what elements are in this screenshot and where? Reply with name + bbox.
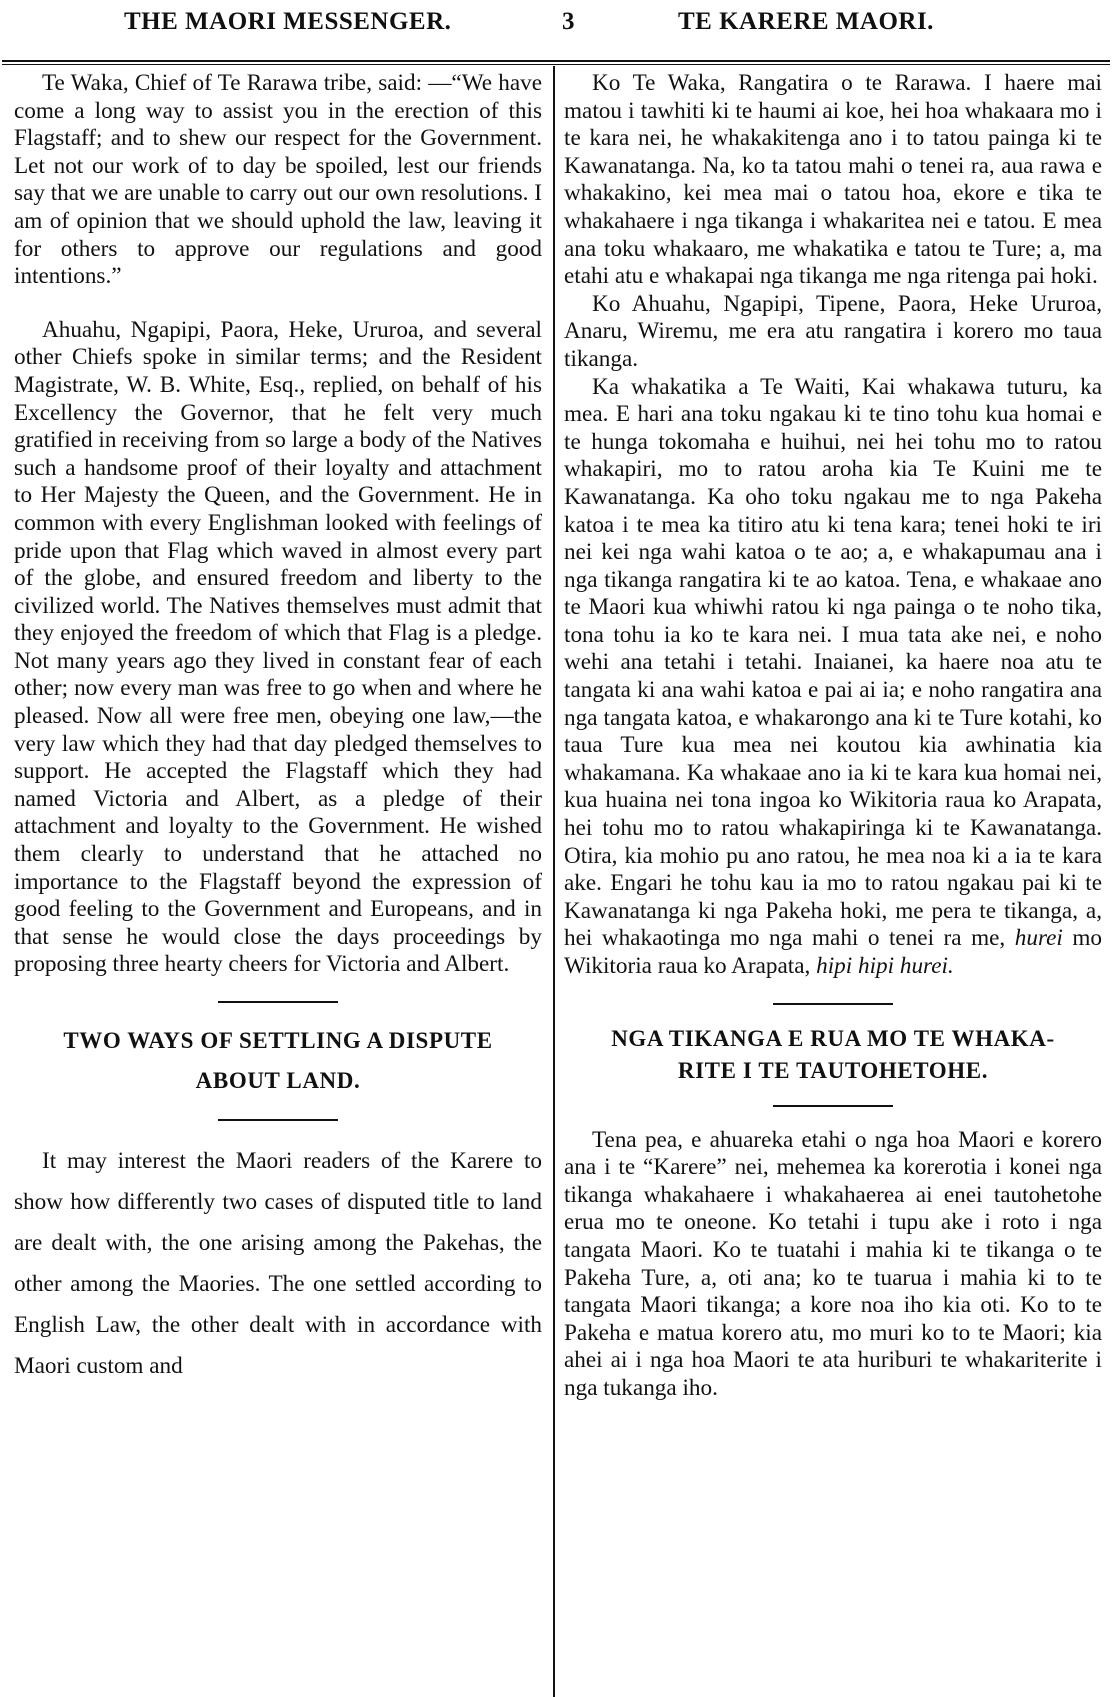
closing-cheer-2: hipi hipi hurei. <box>816 953 954 979</box>
section-title-maori-line-2: RITE I TE TAUTOHETOHE. <box>677 1057 989 1083</box>
ko-ahuahu-paragraph: Ko Ahuahu, Ngapipi, Tipene, Paora, Heke Ururoa, Anaru, Wiremu, me era atu rangatira i korero mo taua tikanga. <box>564 290 1102 372</box>
english-column <box>14 70 542 1387</box>
resident-magistrate-paragraph: Ahuahu, Ngapipi, Paora, Heke, Ururoa, and several other Chiefs spoke in similar terms; and the Resident Magistrate, W. B. White, Esq., replied, on behalf of his Excellency the Governor, that he felt very much gratified in receiving from so large a body of the Natives such a handsome proof of their loyalty and attachment to Her Majesty the Queen, and the Government. He in common with every Englishman looked with feelings of pride upon that Flag which waved in almost every part of the globe, and ensured freedom and liberty to the civilized world. The Natives themselves must admit that they enjoyed the freedom of which that Flag is a pledge. Not many years ago they lived in constant fear of each other; now every man was free to go when and where he pleased. Now all were free men, obeying one law,—the very law which they had that day pledged themselves to support. He accepted the Flagstaff which they had named Victoria and Albert, as a pledge of their attachment and loyalty to the Government. He wished them clearly to understand that he attached no importance to the Flagstaff beyond the expression of good feeling to the Government and Europeans, and in that sense he would close the days proceedings by proposing three hearty cheers for Victoria and Albert. <box>14 316 542 978</box>
maori-column <box>564 70 1102 1403</box>
section-title-line-1: TWO WAYS OF SETTLING A DISPUTE <box>63 1028 493 1053</box>
closing-cheer-1: hurei <box>1014 925 1063 952</box>
section-title-rule-maori <box>773 1105 893 1107</box>
header-maori-title: TE KARERE MAORI. <box>678 8 934 35</box>
column-divider <box>553 66 555 1697</box>
section-title-english <box>14 1021 542 1101</box>
page-header <box>0 6 1114 44</box>
te-waka-paragraph: Te Waka, Chief of Te Rarawa tribe, said: —“We have come a long way to assist you in the erection of this Flagstaff; and to shew our respect for the Government. Let not our work of to day be spoiled, lest our friends say that we are unable to carry out our own resolutions. I am of opinion that we should uphold the law, leaving it for others to approve our regulations and good intentions.” <box>14 70 543 290</box>
section-divider-rule <box>218 1001 338 1003</box>
header-rule-thin <box>2 64 1110 65</box>
ko-te-waka-paragraph: Ko Te Waka, Rangatira o te Rarawa. I haere mai matou i tawhiti ki te haumi ai koe, hei hoa whakaara mo i te kara nei, he whakakitenga ano i to tatou painga ki te Kawanatanga. Na, ko ta tatou mahi o tenei ra, aua rawa e whakakino, kei mea mai o tatou hoa, ekore e tika te whakahaere i nga tikanga i whakaritea nei e tatou. E mea ana toku whakaaro, me whakatika e tatou te Ture; a, ma etahi atu e whakapai nga tikanga me nga ritenga pai hoki. <box>564 70 1102 290</box>
header-english-title: THE MAORI MESSENGER. <box>124 8 452 35</box>
section-title-rule <box>218 1119 338 1121</box>
te-waiti-speech: Ka whakatika a Te Waiti, Kai whakawa tuturu, ka mea. E hari ana toku ngakau ki te tino tohu kua homai e te hunga tokomaha e huihui, nei hei tohu mo to ratou whakapiri, mo to ratou aroha kia Te Kuini me te Kawanatanga. Ka oho toku ngakau me to nga Pakeha katoa i te mea ka titiro atu ki tena kara; tenei hoki te iri nei kei nga wahi katoa o te ao; a, e whakapumau ana i nga tikanga rangatira ki te ao katoa. Tena, e whakaae ano te Maori kua whiwhi ratou ki nga painga o te noho tika, tona tohu ia ko te kara nei. I mua tata ake nei, e noho wehi ana tetahi i tetahi. Inaianei, ka haere noa atu te tangata ki ana wahi katoa e pai ai ia; e noho rangatira ana nga tangata katoa, e whakarongo ana ki te Ture kotahi, ko taua Ture kua mea nei koutou kia awhinatia kia whakamana. Ka whakaae ano ia ki te kara kua homai nei, kua huaina nei tona ingoa ko Wikitoria raua ko Arapata, hei tohu mo to ratou whakapiringa ki te Kawanatanga. Otira, kia mohio pu ano ratou, he mea noa ki a ia te kara ake. Engari he tohu kau ia mo to ratou ngakau pai ki te Kawanatanga ki nga Pakeha hoki, me pera te tikanga, a, hei whakaotinga mo nga mahi o tenei ra me, <box>564 373 1102 952</box>
section-title-maori <box>564 1023 1102 1087</box>
land-dispute-paragraph: It may interest the Maori readers of the Karere to show how differently two cases of disputed title to land are dealt with, the one arising among the Pakehas, the other among the Maories. The one settled according to English Law, the other dealt with in accordance with Maori custom and <box>14 1148 542 1379</box>
closing-mid: mo Wikitoria raua ko Arapata, <box>564 925 1103 979</box>
section-title-line-2: ABOUT LAND. <box>195 1068 361 1093</box>
section-title-maori-line-1: NGA TIKANGA E RUA MO TE WHAKA- <box>611 1025 1055 1051</box>
page-number: 3 <box>562 8 575 35</box>
nga-tikanga-paragraph: Tena pea, e ahuareka etahi o nga hoa Maori e korero ana i te “Karere” nei, mehemea ka korerotia i konei nga tikanga whakahaere i whakahaerea ai enei tautohetohe erua mo te oneone. Ko tetahi i tupu ake i roto i nga tangata Maori. Ko te tuatahi i mahia ki te tikanga o te Pakeha Ture, a, oti ana; ko te tuarua i mahia ki to te tangata Maori tikanga; a kore noa iho kia oti. Ko to te Pakeha e matua korero atu, mo muri ko to te Maori; kia ahei ai i nga hoa Maori te ata huriburi te whakariterite i nga tukanga iho. <box>564 1126 1102 1401</box>
ka-whakatika-paragraph <box>564 374 1102 981</box>
header-rule <box>2 60 1110 62</box>
section-divider-rule-maori <box>773 1003 893 1005</box>
